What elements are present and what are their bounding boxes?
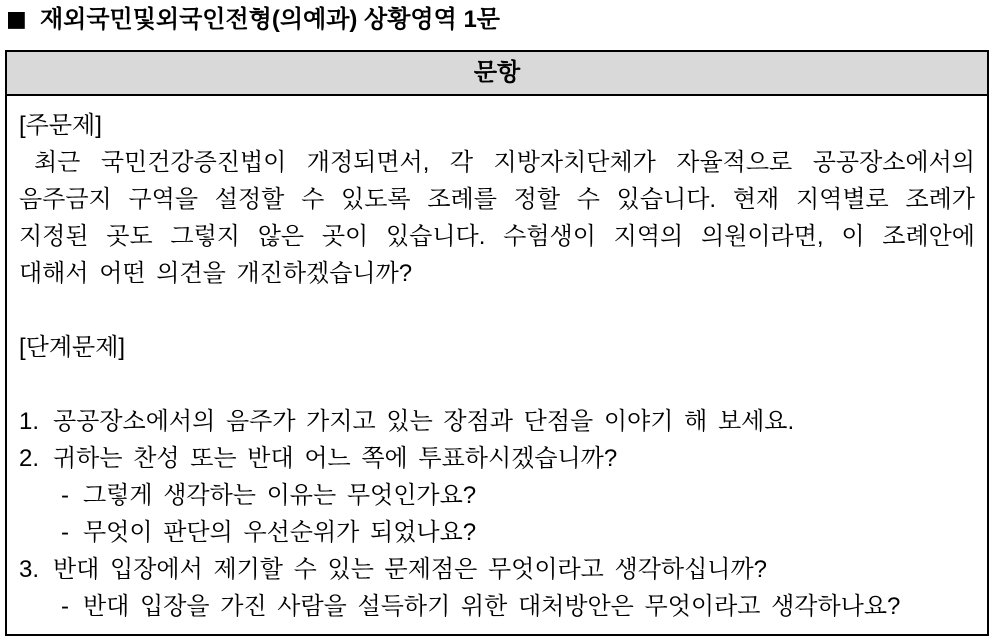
step-question-item bbox=[19, 440, 975, 477]
step-question-sub-item bbox=[19, 477, 975, 514]
step-question-text: 귀하는 찬성 또는 반대 어느 쪽에 투표하시겠습니까? bbox=[53, 445, 618, 472]
main-question-heading: [주문제] bbox=[19, 112, 102, 139]
main-question-line: 음주금지 구역을 설정할 수 있도록 조례를 정할 수 있습니다. 현재 지역별로 조례가 bbox=[19, 186, 975, 213]
main-question-line: 지정된 곳도 그렇지 않은 곳이 있습니다. 수험생이 지역의 의원이라면, 이 조례안에 bbox=[19, 223, 975, 250]
step-question-text: 반대 입장에서 제기할 수 있는 문제점은 무엇이라고 생각하십니까? bbox=[53, 556, 767, 583]
section-title bbox=[6, 3, 500, 37]
question-box-header: 문항 bbox=[7, 52, 987, 96]
step-question-sub-text: 반대 입장을 가진 사람을 설득하기 위한 대처방안은 무엇이라고 생각하나요? bbox=[83, 593, 901, 620]
main-question-line: 최근 국민건강증진법이 개정되면서, 각 지방자치단체가 자율적으로 공공장소에서의 bbox=[34, 149, 975, 176]
step-question-sub-item bbox=[19, 514, 975, 551]
step-question-item bbox=[19, 403, 975, 440]
step-questions-heading: [단계문제] bbox=[19, 334, 126, 361]
step-question-sub-text: 무엇이 판단의 우선순위가 되었나요? bbox=[83, 519, 477, 546]
section-title-text: 재외국민및외국인전형(의예과) 상황영역 1문 bbox=[40, 6, 500, 33]
blank-line bbox=[19, 366, 975, 403]
question-box-body bbox=[7, 96, 987, 625]
square-bullet-icon: ■ bbox=[6, 7, 27, 32]
blank-line bbox=[19, 292, 975, 329]
step-question-text: 공공장소에서의 음주가 가지고 있는 장점과 단점을 이야기 해 보세요. bbox=[53, 408, 795, 435]
step-question-sub-text: 그렇게 생각하는 이유는 무엇인가요? bbox=[83, 482, 477, 509]
step-question-number: 3. bbox=[19, 556, 40, 583]
dash-bullet: - bbox=[61, 593, 69, 620]
dash-bullet: - bbox=[61, 519, 69, 546]
main-question-line: 대해서 어떤 의견을 개진하겠습니까? bbox=[19, 260, 413, 287]
question-box bbox=[5, 50, 989, 636]
step-question-number: 2. bbox=[19, 445, 40, 472]
step-question-number: 1. bbox=[19, 408, 40, 435]
step-question-sub-item bbox=[19, 588, 975, 625]
step-question-item bbox=[19, 551, 975, 588]
dash-bullet: - bbox=[61, 482, 69, 509]
